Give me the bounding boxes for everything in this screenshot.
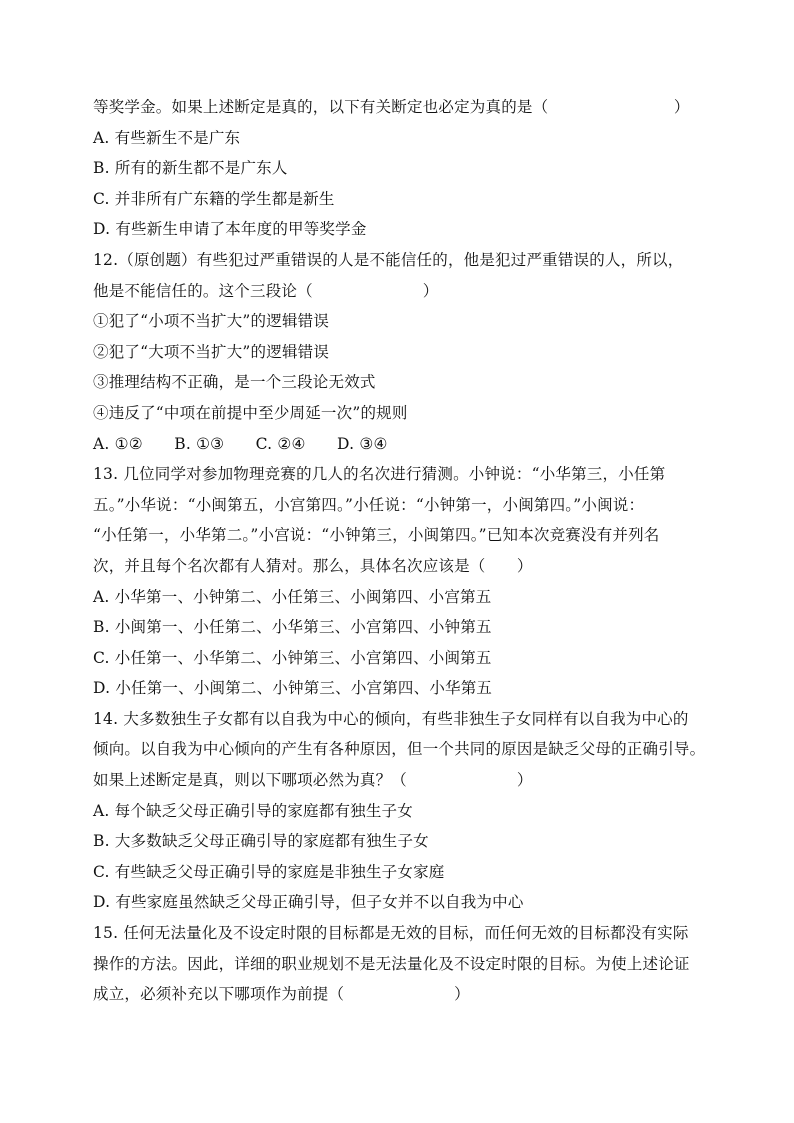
q13-option-c: C. 小任第一、小华第二、小钟第三、小宫第四、小闽第五 [93,648,492,667]
q13-stem: 五。”小华说：“小闽第五，小宫第四。”小任说：“小钟第一，小闽第四。”小闽说： [93,495,645,514]
q12-statement: ②犯了“大项不当扩大”的逻辑错误 [93,342,330,361]
q11-option-a: A. 有些新生不是广东 [93,128,241,147]
q14-stem: 倾向。以自我为中心倾向的产生有各种原因，但一个共同的原因是缺乏父母的正确引导。 [93,740,706,759]
q11-option-d: D. 有些新生申请了本年度的甲等奖学金 [93,220,367,239]
q14-option-c: C. 有些缺乏父母正确引导的家庭是非独生子女家庭 [93,862,445,881]
q12-statement: ④违反了“中项在前提中至少周延一次”的规则 [93,403,408,422]
text-line: 等奖学金。如果上述断定是真的，以下有关断定也必定为真的是（ ） [93,98,690,116]
question-text-body [93,92,705,1010]
q13-stem: “小任第一，小华第二。”小宫说：“小钟第三，小闽第四。”已知本次竞赛没有并列名 [93,526,660,545]
q11-option-c: C. 并非所有广东籍的学生都是新生 [93,189,335,208]
q14-option-b: B. 大多数缺乏父母正确引导的家庭都有独生子女 [93,832,429,851]
q15-stem: 15. 任何无法量化及不设定时限的目标都是无效的目标，而任何无效的目标都没有实际 [93,924,689,943]
q12-options: A. ①② B. ①③ C. ②④ D. ③④ [93,434,388,453]
q12-stem: 12.（原创题）有些犯过严重错误的人是不能信任的，他是犯过严重错误的人，所以， [93,250,684,269]
q12-statement: ①犯了“小项不当扩大”的逻辑错误 [93,312,330,331]
q13-stem: 次，并且每个名次都有人猜对。那么，具体名次应该是（ ） [93,556,533,575]
q14-stem: 如果上述断定是真，则以下哪项必然为真？（ ） [93,771,533,790]
q14-option-a: A. 每个缺乏父母正确引导的家庭都有独生子女 [93,801,413,820]
q13-option-b: B. 小闽第一、小任第二、小华第三、小宫第四、小钟第五 [93,618,492,637]
q15-stem: 操作的方法。因此，详细的职业规划不是无法量化及不设定时限的目标。为使上述论证 [93,954,690,973]
q13-stem: 13. 几位同学对参加物理竞赛的几人的名次进行猜测。小钟说：“小华第三，小任第 [93,465,666,484]
q12-stem: 他是不能信任的。这个三段论（ ） [93,281,439,300]
q13-option-a: A. 小华第一、小钟第二、小任第三、小闽第四、小宫第五 [93,587,492,606]
q14-stem: 14. 大多数独生子女都有以自我为中心的倾向，有些非独生子女同样有以自我为中心的 [93,709,689,728]
q11-option-b: B. 所有的新生都不是广东人 [93,159,288,178]
q12-statement: ③推理结构不正确，是一个三段论无效式 [93,373,376,392]
q15-stem: 成立，必须补充以下哪项作为前提（ ） [93,985,470,1004]
q13-option-d: D. 小任第一、小闽第二、小钟第三、小宫第四、小华第五 [93,679,493,698]
q14-option-d: D. 有些家庭虽然缺乏父母正确引导，但子女并不以自我为中心 [93,893,524,912]
